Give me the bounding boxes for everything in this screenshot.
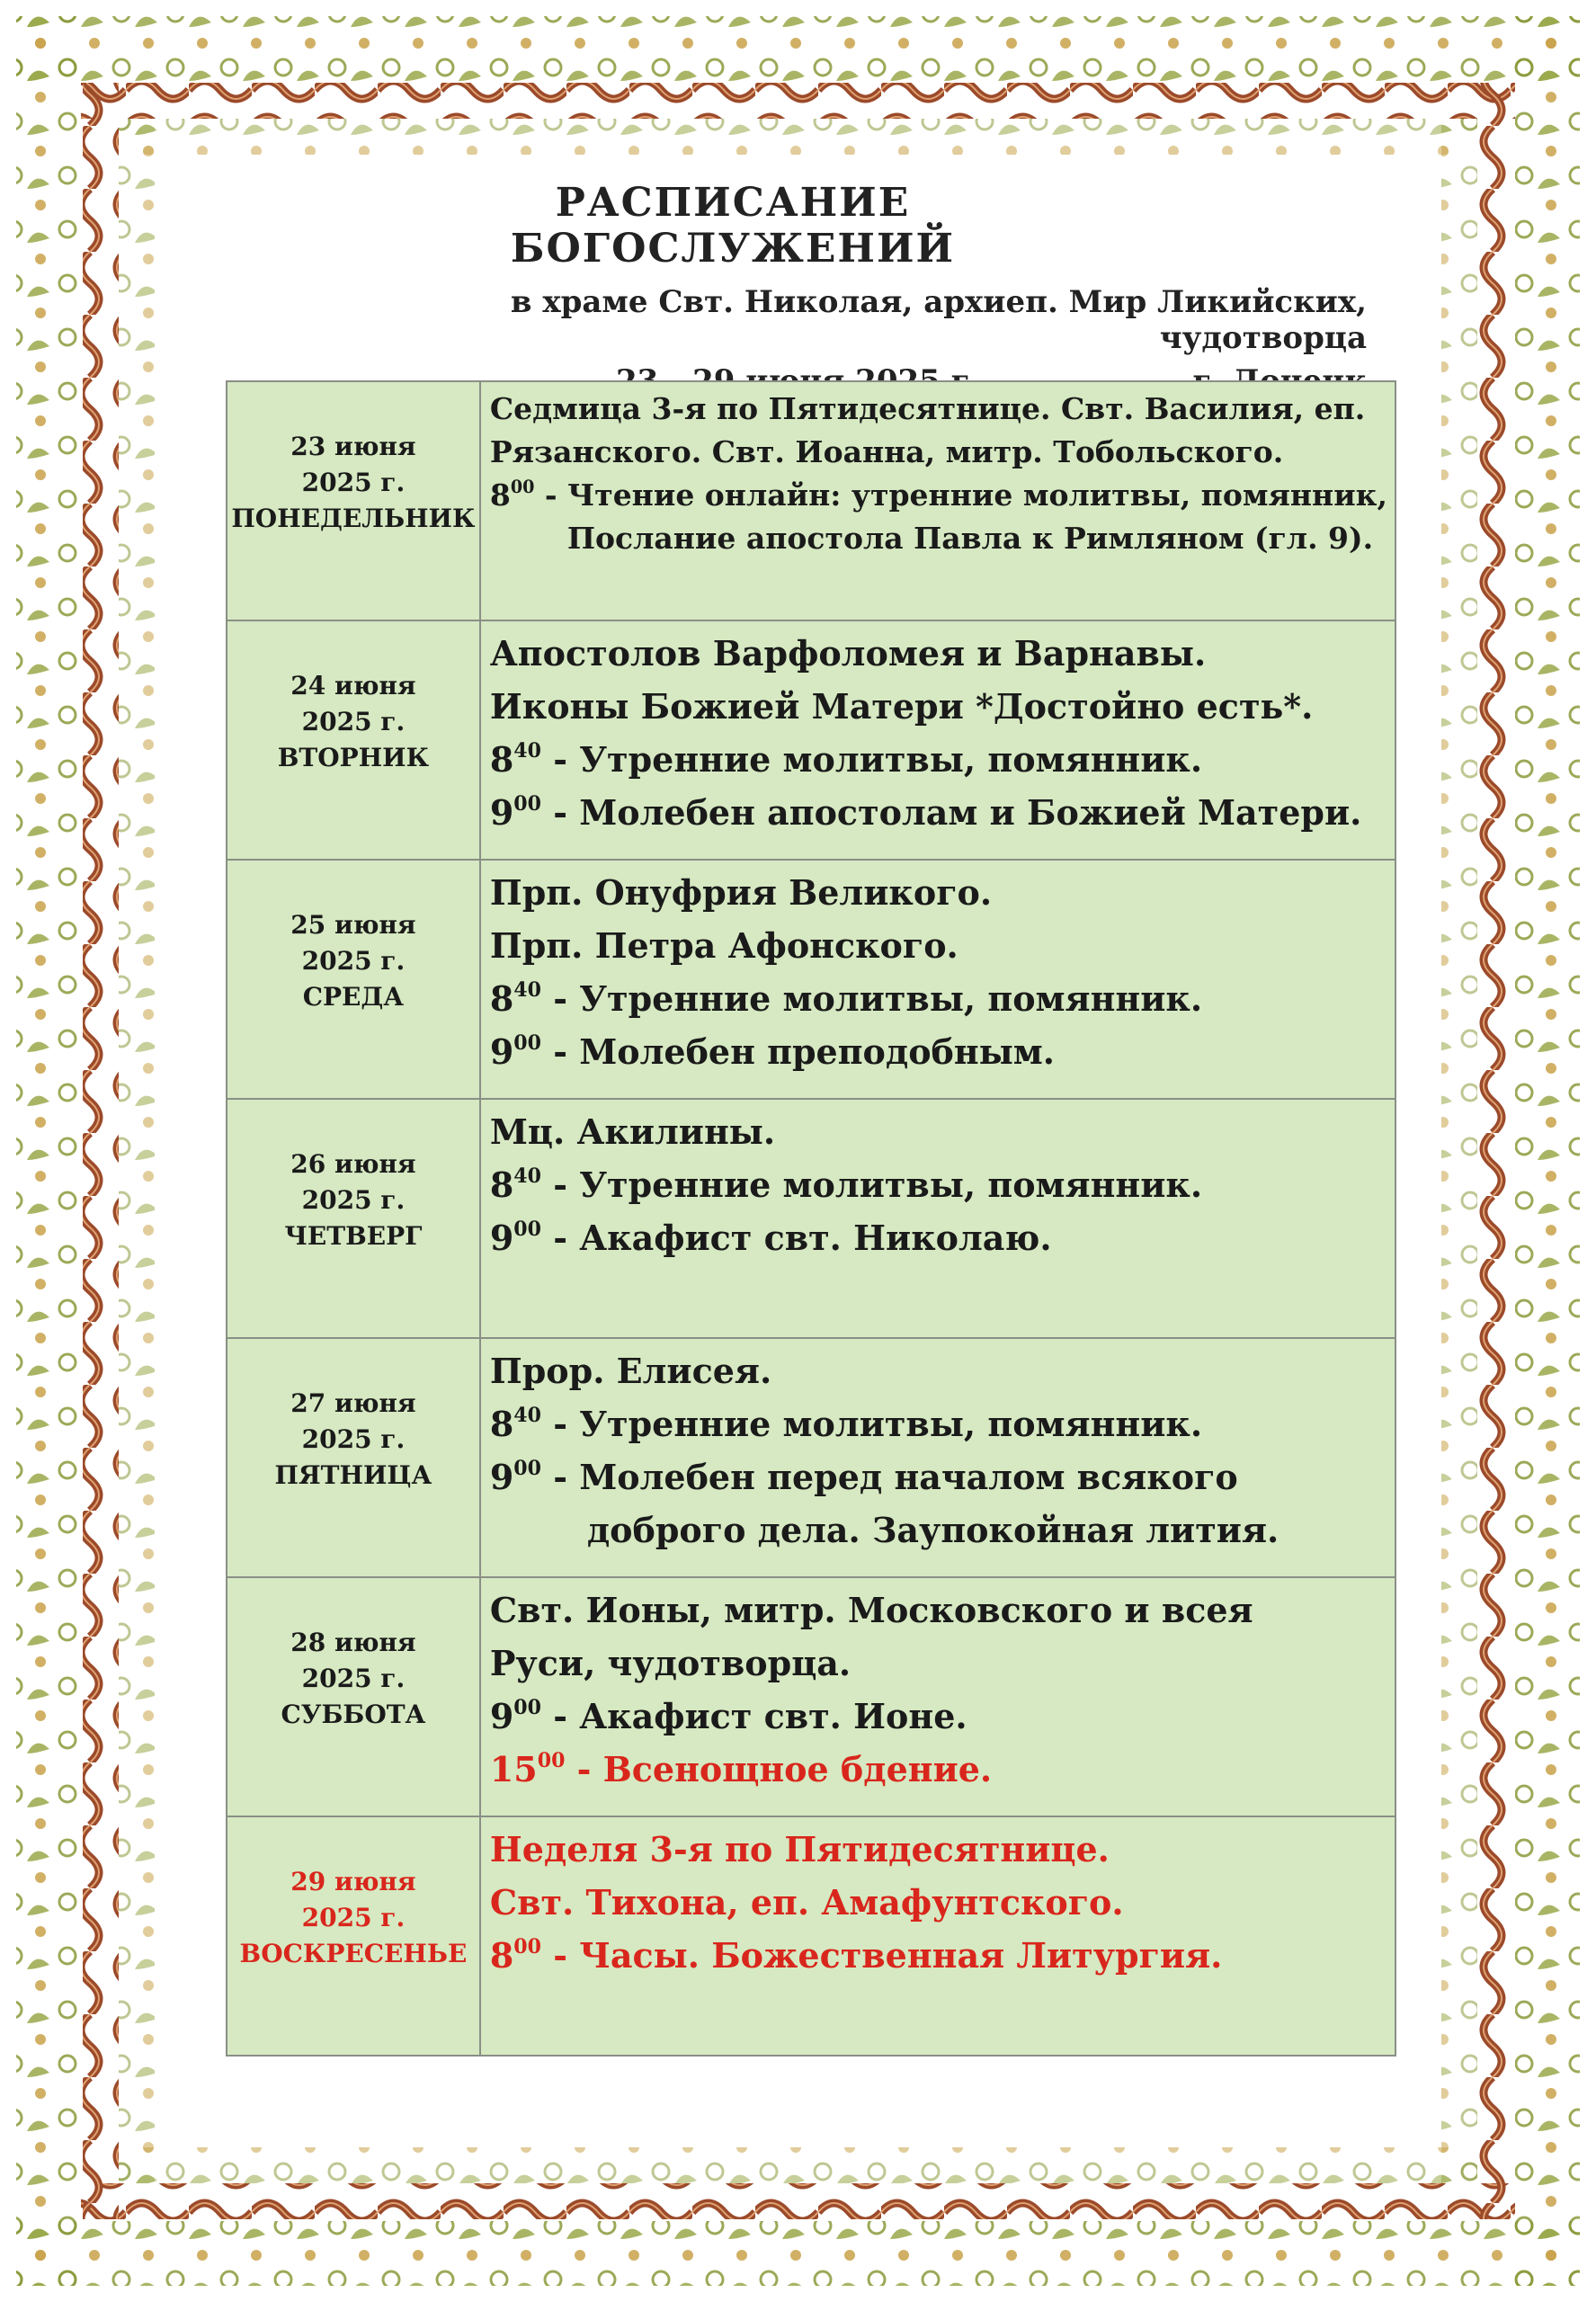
day-year: 2025 г.: [301, 1184, 406, 1215]
service-time-line: [490, 474, 1387, 517]
schedule-row: [227, 381, 1395, 620]
service-minutes: 00: [510, 477, 535, 497]
schedule-row: [227, 1577, 1395, 1816]
service-time-line: [490, 1690, 1387, 1743]
service-text: Мц. Акилины.: [489, 1111, 776, 1152]
feast-line: [490, 1637, 1387, 1690]
service-text: Послание апостола Павла к Римляном (гл. 9).: [566, 521, 1374, 556]
service-hour: 9: [489, 1031, 514, 1072]
service-text: - Утренние молитвы, помянник.: [540, 1404, 1203, 1444]
service-hour: 9: [489, 792, 514, 833]
service-text: доброго дела. Заупокойная лития.: [586, 1510, 1279, 1550]
services-cell: [480, 1816, 1395, 2056]
service-text: - Всенощное бдение.: [565, 1749, 993, 1789]
service-time-line: [490, 733, 1387, 786]
day-cell: [227, 860, 480, 1099]
service-text: Апостолов Варфоломея и Варнавы.: [489, 633, 1207, 674]
feast-line: [490, 680, 1387, 733]
service-text: Прп. Петра Афонского.: [489, 925, 958, 966]
day-year: 2025 г.: [301, 706, 406, 736]
service-minutes: 00: [513, 1935, 541, 1959]
feast-line: [490, 919, 1387, 972]
service-hour: 15: [489, 1749, 538, 1789]
service-minutes: 40: [513, 978, 541, 1003]
service-hour: 8: [489, 1164, 514, 1205]
day-cell: [227, 1099, 480, 1338]
day-weekday: ПЯТНИЦА: [274, 1459, 432, 1490]
service-text: Прп. Онуфрия Великого.: [489, 872, 993, 913]
day-date: 26 июня: [290, 1148, 416, 1179]
day-cell: [227, 381, 480, 620]
services-cell: [480, 1099, 1395, 1338]
service-time-line: [490, 972, 1387, 1025]
schedule-row: [227, 1099, 1395, 1338]
service-text: Рязанского. Свт. Иоанна, митр. Тобольского.: [489, 434, 1284, 469]
services-cell: [480, 1577, 1395, 1816]
day-weekday: ВТОРНИК: [277, 742, 430, 772]
day-date: 29 июня: [290, 1866, 416, 1896]
service-time-line: [490, 1397, 1387, 1450]
service-time-line: [490, 1450, 1387, 1503]
feast-line: [490, 1344, 1387, 1397]
service-time-line: [490, 1025, 1387, 1078]
service-text: Иконы Божией Матери *Достойно есть*.: [489, 686, 1314, 727]
day-year: 2025 г.: [301, 1902, 406, 1932]
day-date: 23 июня: [290, 431, 416, 461]
service-minutes: 40: [513, 1404, 541, 1428]
service-minutes: 00: [537, 1749, 566, 1773]
day-date: 28 июня: [290, 1627, 416, 1657]
day-weekday: СУББОТА: [281, 1699, 426, 1729]
service-time-line: [490, 1211, 1387, 1264]
feast-line: [490, 517, 1387, 560]
day-weekday: ПОНЕДЕЛЬНИК: [231, 503, 476, 533]
service-hour: 8: [489, 1935, 514, 1976]
service-text: - Чтение онлайн: утренние молитвы, помянник,: [534, 477, 1387, 513]
church-name: в храме Свт. Николая, архиеп. Мир Ликийских, чудотворца: [510, 284, 1367, 356]
service-text: - Часы. Божественная Литургия.: [540, 1935, 1223, 1976]
day-year: 2025 г.: [301, 467, 406, 497]
feast-line: [490, 1876, 1387, 1929]
schedule-row: [227, 620, 1395, 860]
service-minutes: 40: [513, 1164, 541, 1189]
service-text: Свт. Тихона, еп. Амафунтского.: [489, 1882, 1124, 1923]
schedule-row: [227, 860, 1395, 1099]
feast-line: [490, 431, 1387, 474]
service-hour: 9: [489, 1457, 514, 1497]
feast-line: [490, 388, 1387, 431]
service-text: Свт. Ионы, митр. Московского и всея: [489, 1590, 1253, 1630]
services-cell: [480, 620, 1395, 860]
schedule-table: [226, 380, 1396, 2057]
service-text: Седмица 3-я по Пятидесятнице. Свт. Василия, еп.: [489, 391, 1366, 426]
service-hour: 8: [489, 739, 514, 780]
day-date: 24 июня: [290, 670, 416, 700]
service-time-line: [490, 1743, 1387, 1796]
service-time-line: [490, 786, 1387, 839]
service-minutes: 00: [513, 1218, 541, 1242]
service-minutes: 00: [513, 1031, 541, 1056]
service-time-line: [490, 1158, 1387, 1211]
service-text: - Молебен перед началом всякого: [540, 1457, 1238, 1497]
feast-line: [490, 1503, 1387, 1557]
service-text: - Утренние молитвы, помянник.: [540, 978, 1203, 1019]
day-cell: [227, 1577, 480, 1816]
service-hour: 8: [489, 477, 511, 513]
day-date: 25 июня: [290, 909, 416, 940]
service-minutes: 00: [513, 1696, 541, 1720]
day-year: 2025 г.: [301, 1423, 406, 1454]
feast-line: [490, 1584, 1387, 1637]
service-text: - Молебен преподобным.: [540, 1031, 1056, 1072]
day-weekday: СРЕДА: [302, 981, 405, 1012]
service-minutes: 00: [513, 1457, 541, 1481]
day-year: 2025 г.: [301, 945, 406, 976]
feast-line: [490, 866, 1387, 919]
service-text: - Акафист свт. Николаю.: [540, 1218, 1052, 1258]
services-cell: [480, 381, 1395, 620]
day-date: 27 июня: [290, 1387, 416, 1418]
feast-line: [490, 1823, 1387, 1876]
day-weekday: ВОСКРЕСЕНЬЕ: [239, 1938, 468, 1968]
service-minutes: 40: [513, 739, 541, 763]
service-minutes: 00: [513, 792, 541, 816]
service-text: Руси, чудотворца.: [489, 1643, 851, 1683]
service-hour: 9: [489, 1218, 514, 1258]
page-title: РАСПИСАНИЕ БОГОСЛУЖЕНИЙ: [510, 180, 956, 272]
schedule-header: [297, 180, 1367, 399]
services-cell: [480, 860, 1395, 1099]
feast-line: [490, 627, 1387, 680]
schedule-row: [227, 1816, 1395, 2056]
day-cell: [227, 1816, 480, 2056]
service-text: - Акафист свт. Ионе.: [540, 1696, 967, 1736]
day-year: 2025 г.: [301, 1663, 406, 1693]
day-cell: [227, 1338, 480, 1577]
service-hour: 8: [489, 1404, 514, 1444]
schedule-row: [227, 1338, 1395, 1577]
service-hour: 9: [489, 1696, 514, 1736]
service-text: Неделя 3-я по Пятидесятнице.: [489, 1829, 1110, 1869]
feast-line: [490, 1105, 1387, 1158]
service-text: - Молебен апостолам и Божией Матери.: [540, 792, 1362, 833]
day-weekday: ЧЕТВЕРГ: [284, 1220, 423, 1251]
service-text: Прор. Елисея.: [489, 1351, 772, 1391]
service-text: - Утренние молитвы, помянник.: [540, 739, 1203, 780]
service-hour: 8: [489, 978, 514, 1019]
day-cell: [227, 620, 480, 860]
services-cell: [480, 1338, 1395, 1577]
service-text: - Утренние молитвы, помянник.: [540, 1164, 1203, 1205]
service-time-line: [490, 1929, 1387, 1982]
